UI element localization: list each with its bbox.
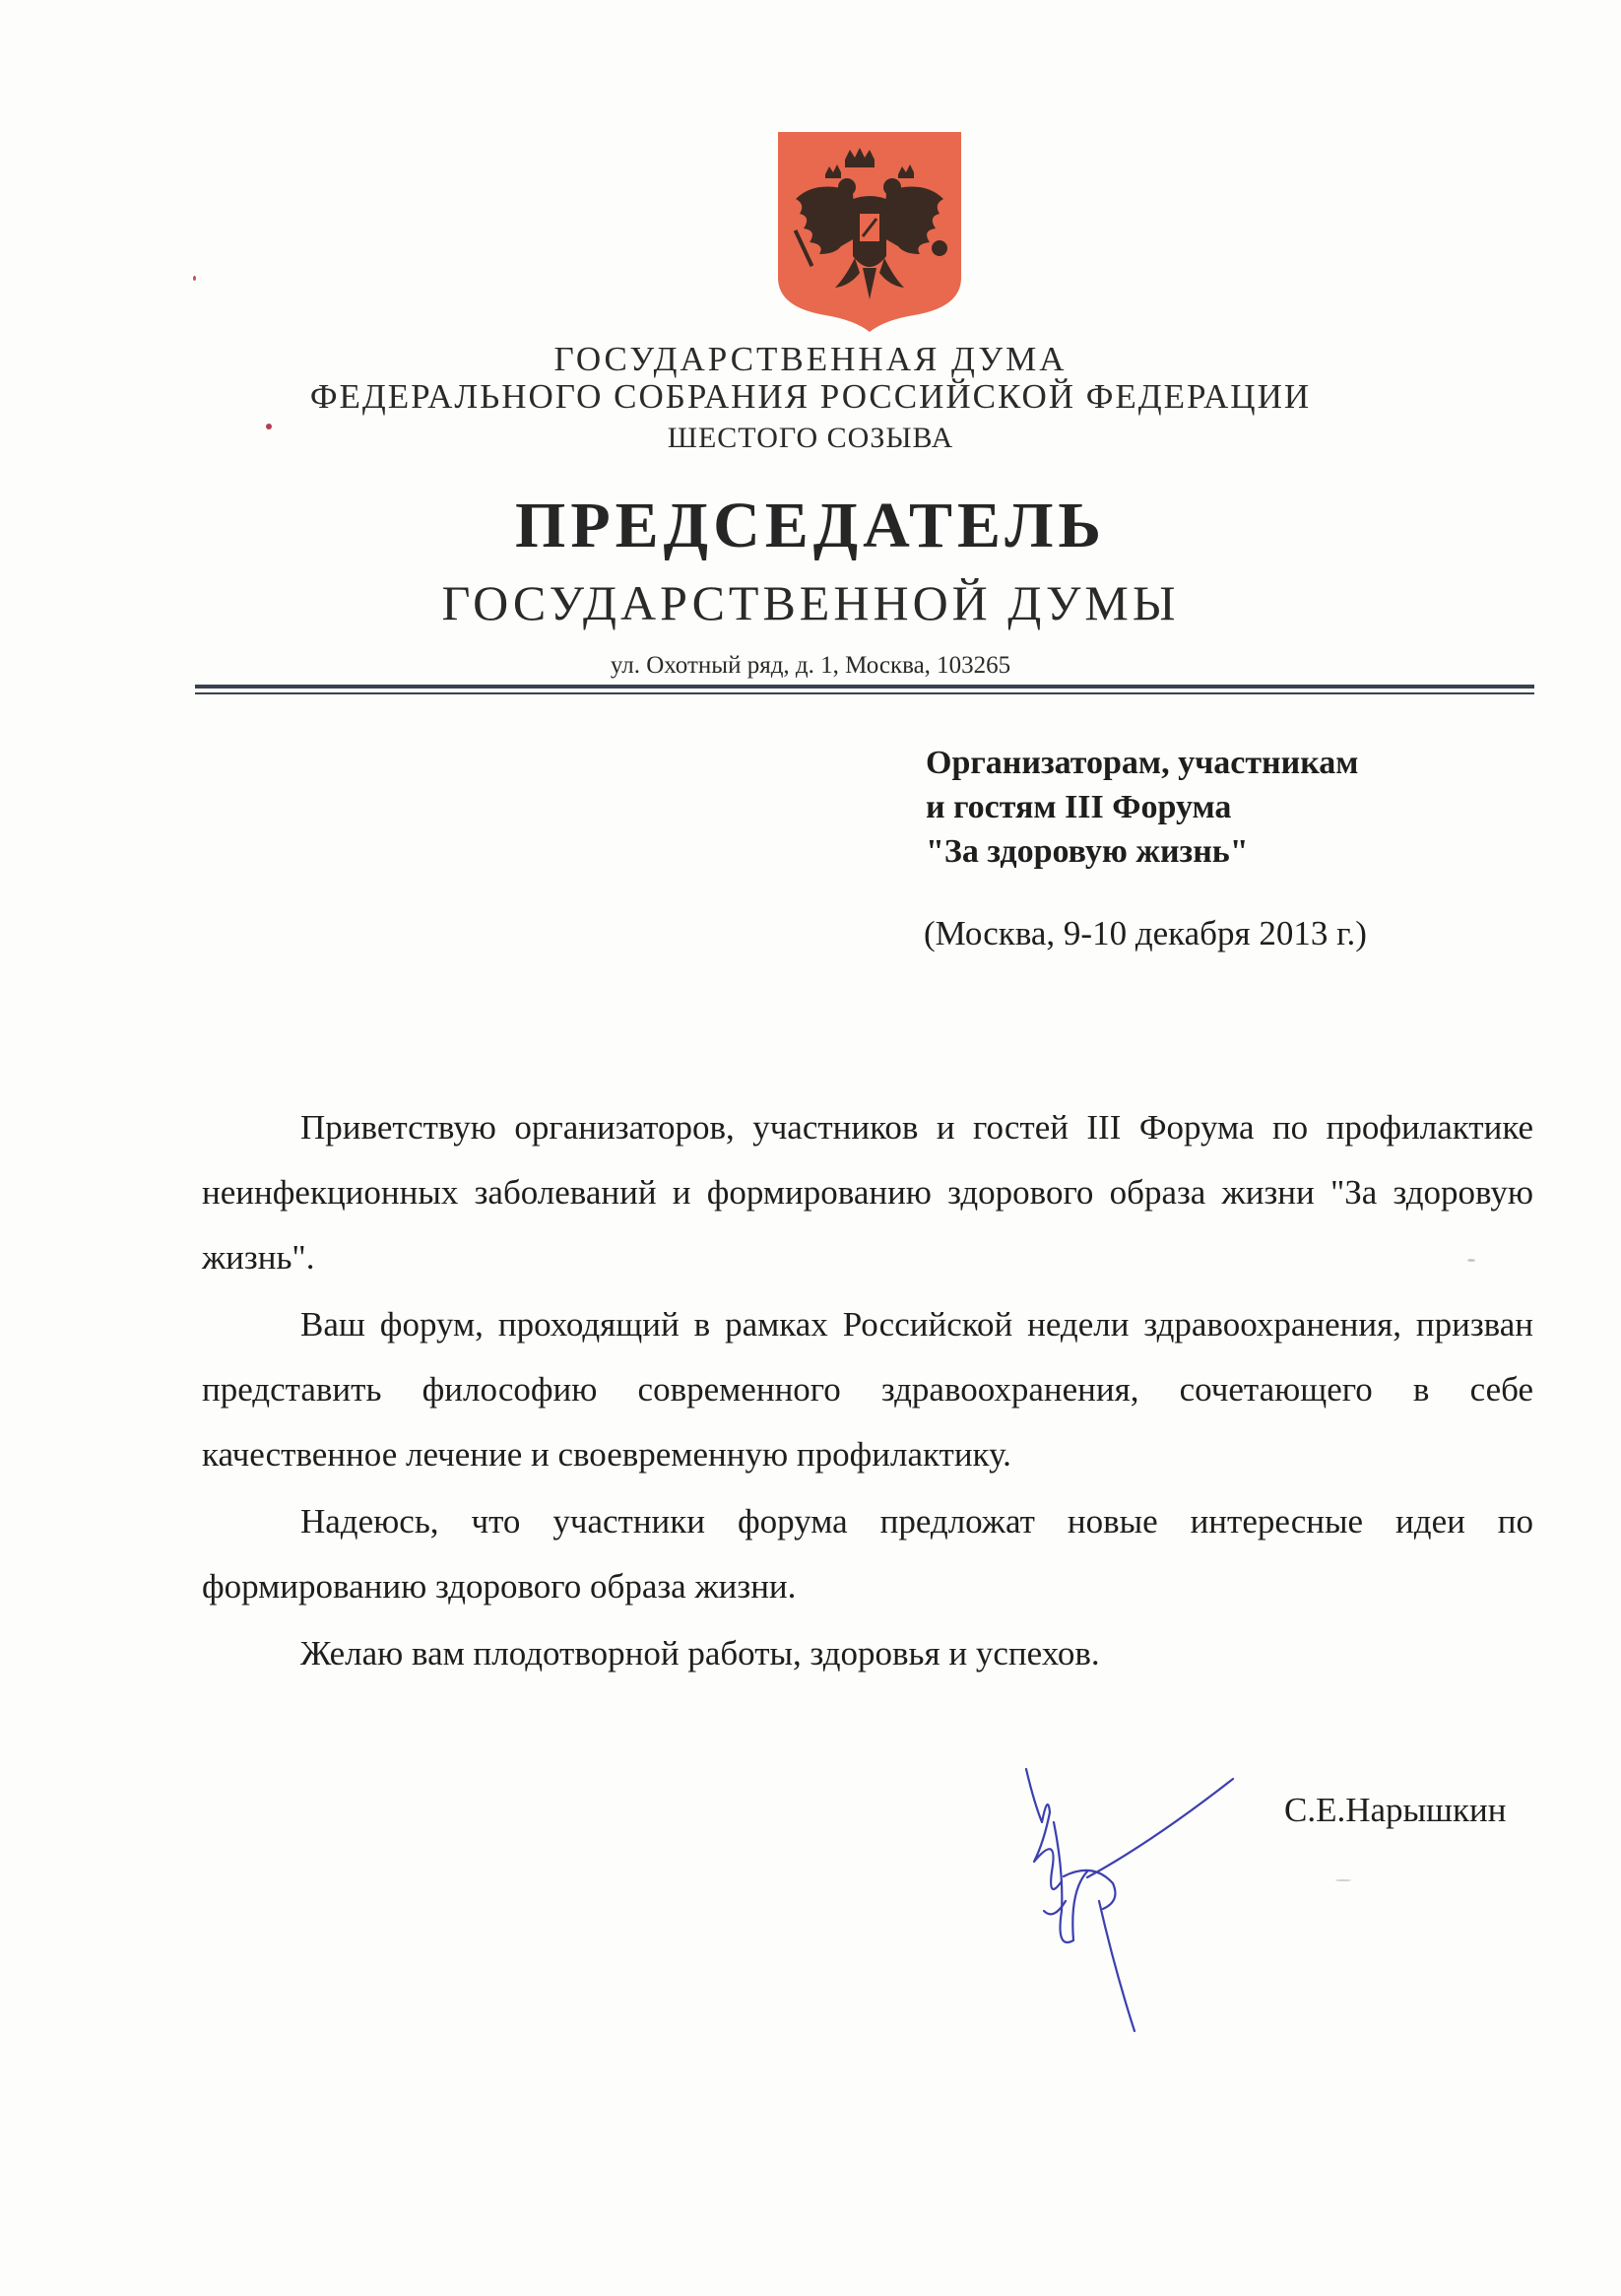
body-paragraph: Надеюсь, что участники форума предложат новые интересные идеи по формированию здорового образа жизни. [202, 1502, 1533, 1606]
scan-speck [193, 276, 196, 281]
russian-coat-of-arms-icon [776, 130, 963, 332]
handwritten-signature-icon [1005, 1753, 1251, 2049]
signer-name: С.Е.Нарышкин [1284, 1791, 1507, 1829]
scan-speck [1335, 1879, 1351, 1881]
place-and-date: (Москва, 9-10 декабря 2013 г.) [924, 914, 1367, 952]
body-paragraph: Ваш форум, проходящий в рамках Российской недели здравоохранения, призван представить философию современного здравоохранения, сочетающего в себе качественное лечение и своевременную профилактику. [202, 1305, 1533, 1474]
org-name-line1: ГОСУДАРСТВЕННАЯ ДУМА [553, 340, 1068, 378]
letterhead-rule-thin [195, 692, 1534, 694]
body-paragraph: Приветствую организаторов, участников и гостей III Форума по профилактике неинфекционных заболеваний и формированию здорового образа жизни "За здоровую жизнь". [202, 1108, 1533, 1277]
addressee-line: "За здоровую жизнь" [926, 833, 1249, 870]
addressee-line: Организаторам, участникам [926, 745, 1359, 781]
org-name-line2: ФЕДЕРАЛЬНОГО СОБРАНИЯ РОССИЙСКОЙ ФЕДЕРАЦИИ [309, 377, 1312, 416]
addressee-line: и гостям III Форума [926, 789, 1232, 825]
letter-body [202, 1095, 1533, 1686]
letterhead-address: ул. Охотный ряд, д. 1, Москва, 103265 [610, 652, 1011, 679]
chairman-title: ПРЕДСЕДАТЕЛЬ [514, 490, 1107, 561]
scan-speck [1467, 1259, 1475, 1262]
org-convocation: ШЕСТОГО СОЗЫВА [667, 422, 954, 454]
chairman-subtitle: ГОСУДАРСТВЕННОЙ ДУМЫ [441, 575, 1180, 630]
letterhead-rule-thick [195, 685, 1534, 689]
addressee-block [926, 741, 1358, 874]
scan-speck [266, 424, 272, 429]
body-paragraph: Желаю вам плодотворной работы, здоровья и успехов. [300, 1634, 1100, 1673]
